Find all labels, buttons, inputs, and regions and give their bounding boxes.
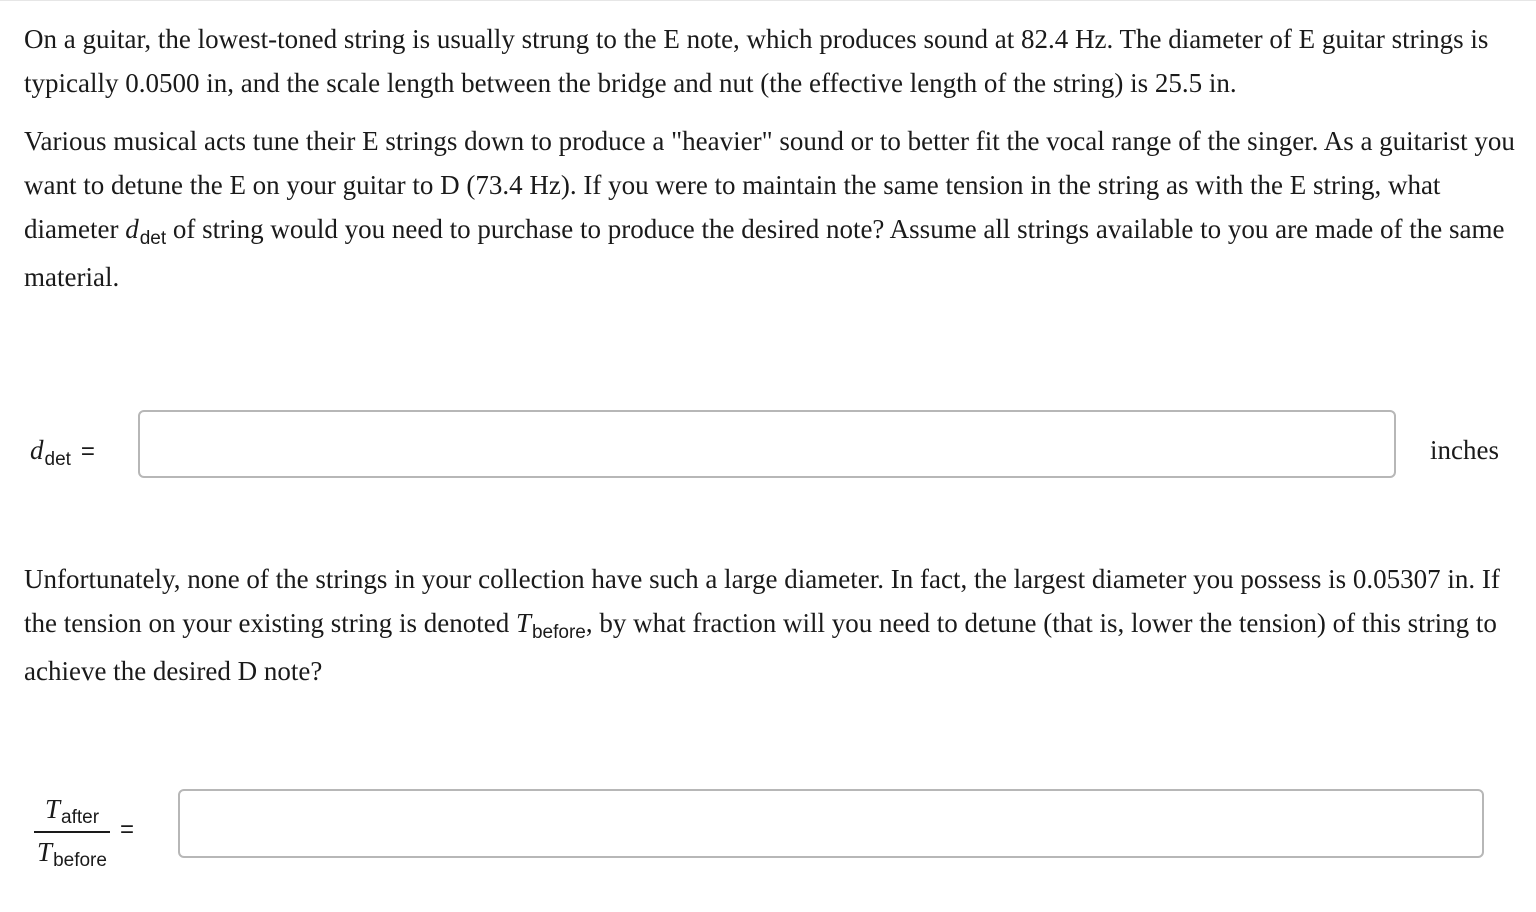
fraction-denominator: Tbefore <box>37 836 107 871</box>
paragraph-3-text-start: Unfortunately, none of the strings in your collection have such a large diameter. In fact, the largest diameter you possess is 0.05307 in. If the tension on your existing string is denoted <box>24 564 1500 638</box>
tension-ratio-answer-input[interactable] <box>178 789 1484 858</box>
paragraph-2-text-start: Various musical acts tune their E strings down to produce a "heavier" sound or to better fit the vocal range of the singer. As a guitarist you want to detune the E on your guitar to D (73.4 Hz). If you were to maintain the same tension in the string as with the E string, what diameter <box>24 126 1515 244</box>
d-det-subscript: det <box>139 228 167 249</box>
t-before-variable: $T_{before}$ <box>515 608 586 643</box>
top-divider <box>0 0 1536 1</box>
answer2-equals: = <box>120 816 135 843</box>
d-det-variable: $d_{det}$ <box>125 214 167 249</box>
problem-paragraph-1: On a guitar, the lowest-toned string is usually strung to the E note, which produces sound at 82.4 Hz. The diameter of E guitar strings is typically 0.0500 in, and the scale length between the bridge and nut (the effective length of the string) is 25.5 in. <box>24 24 1489 98</box>
denominator-subscript: before <box>53 849 107 871</box>
answer1-equals: = <box>80 438 95 465</box>
paragraph-2-text-end: of string would you need to purchase to produce the desired note? Assume all strings available to you are made of the same material. <box>24 214 1505 292</box>
paragraph-3-text-end: , by what fraction will you need to detune (that is, lower the tension) of this string to achieve the desired D note? <box>24 608 1497 686</box>
t-before-subscript: before <box>531 622 586 643</box>
d-det-answer-input[interactable] <box>138 410 1396 478</box>
fraction-numerator: Tafter <box>44 794 100 828</box>
tension-ratio-fraction <box>34 792 110 873</box>
answer1-variable: $d_{det}$ <box>30 435 71 470</box>
d-det-label <box>30 428 95 472</box>
problem-paragraph-3 <box>24 557 1519 693</box>
answer1-subscript: det <box>44 449 71 470</box>
fraction-bar <box>34 831 110 833</box>
problem-paragraph-2 <box>24 119 1519 299</box>
answer1-unit: inches <box>1430 435 1499 465</box>
numerator-subscript: after <box>61 807 100 828</box>
